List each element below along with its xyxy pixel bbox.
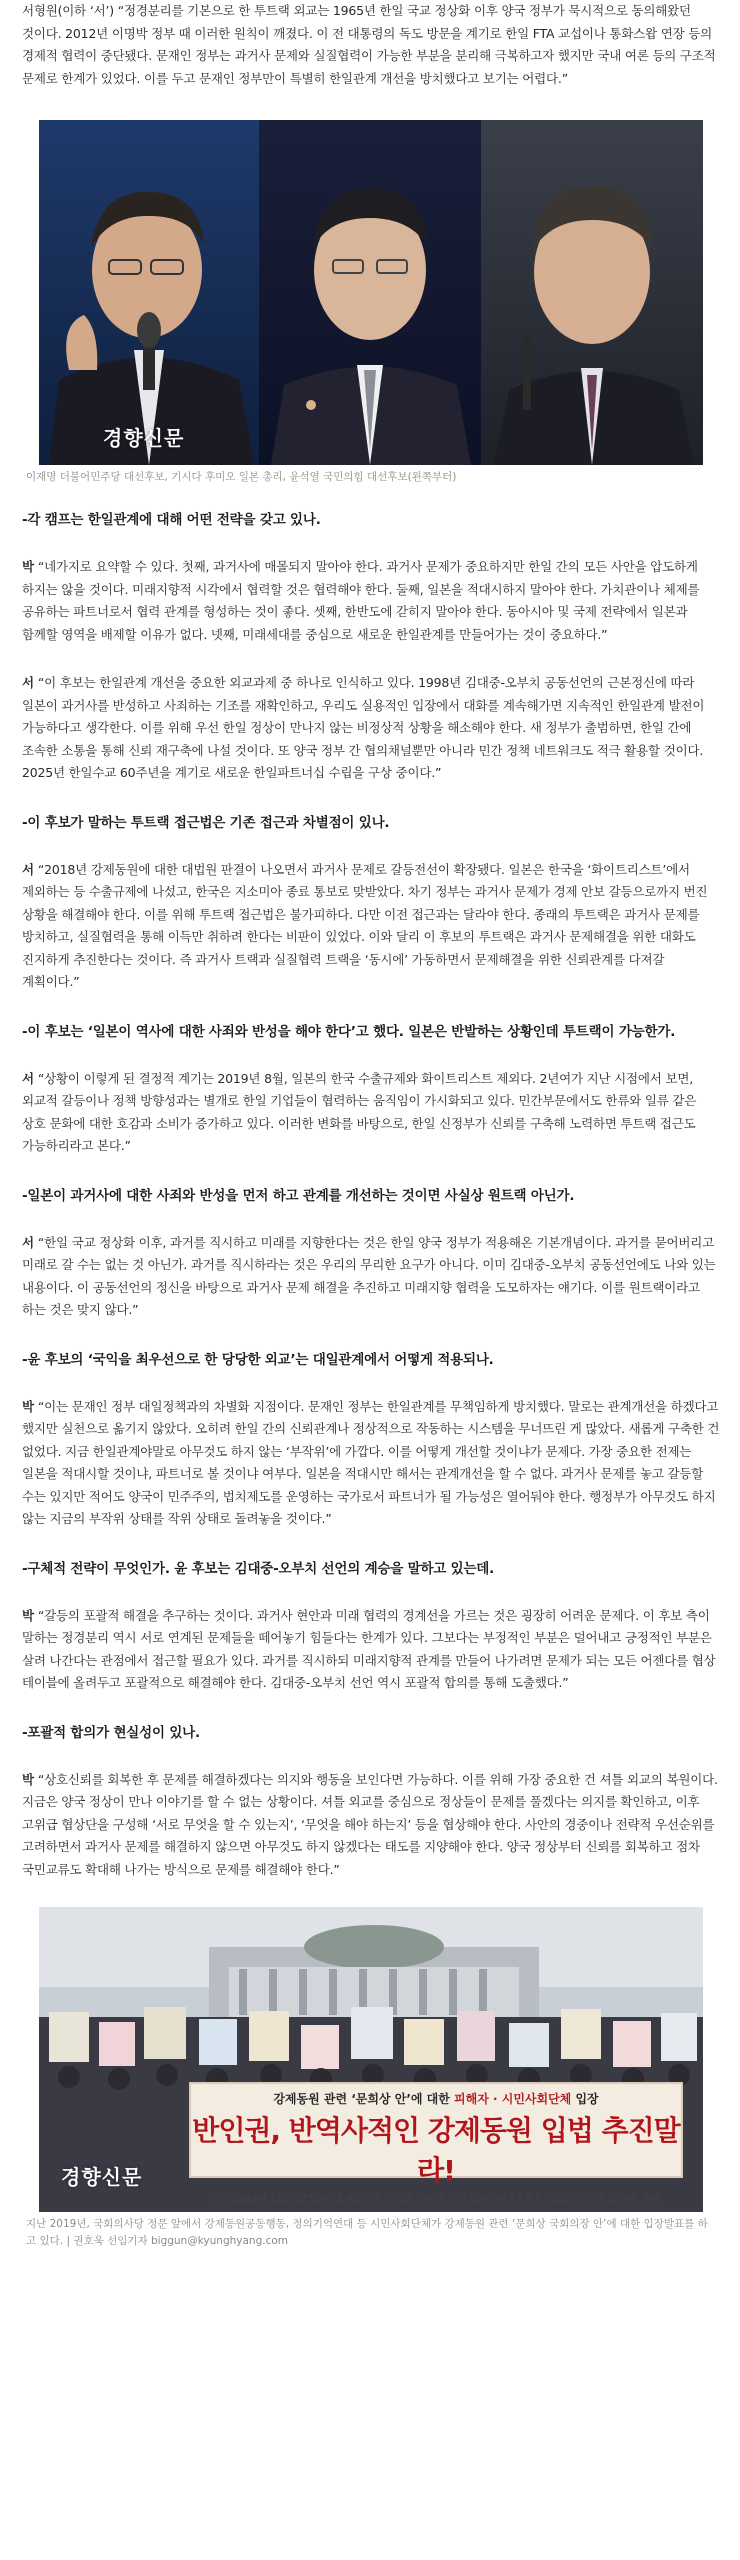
answer-text: “한일 국교 정상화 이후, 과거를 직시하고 미래를 지향한다는 것은 한일 양국 정부가 적용해온 기본개념이다. 과거를 묻어버리고 미래로 갈 수는 없는 것 아닌가. 과거를 직시하라는 것은 우리의 무리한 요구가 아니다. 이미 김대중-오부치 공동선언에도 나와 있는 내용이다. 이 공동선언의 정신을 바탕으로 과거사 문제 해결을 추진하고 미래지향 협력을 도모하자는 얘기다. 이를 원트랙이라고 하는 것은 맞지 않다.” (22, 1234, 716, 1317)
photo-watermark: 경향신문 (61, 2165, 143, 2189)
banner-details: 일시 2019년 11월 27일(수) 오후2시 장소 국회 정문 앞 주최 강제동원공동행동, 정의기억연대 외 공동 주최 (212, 2194, 660, 2205)
question-heading: -각 캠프는 한일관계에 대해 어떤 전략을 갖고 있나. (22, 512, 321, 528)
speaker-label: 박 (22, 1771, 34, 1787)
question-heading: -이 후보는 ‘일본이 역사에 대한 사죄와 반성을 해야 한다’고 했다. 일본은 반발하는 상황인데 투트랙이 가능한가. (22, 1023, 676, 1040)
answer-paragraph (22, 672, 720, 785)
protest-banner (189, 2082, 683, 2205)
answer-paragraph (22, 1605, 720, 1695)
banner-top-suffix: 입장 (571, 2092, 599, 2106)
speaker-label: 박 (22, 559, 34, 574)
answer-paragraph (22, 1396, 720, 1531)
photo-figure-protest (22, 1907, 720, 2250)
candidates-image (39, 120, 703, 465)
answer-text: “상황이 이렇게 된 결정적 계기는 2019년 8월, 일본의 한국 수출규제와 화이트리스트 제외다. 2년여가 지난 시점에서 보면, 외교적 갈등이나 정책 방향성과는 별개로 한일 기업들이 협력하는 움직임이 가시화되고 있다. 민간부문에서도 한류와 일류 같은 상호 문화에 대한 호감과 소비가 증가하고 있다. 이러한 변화를 바탕으로, 한일 신정부가 신뢰를 구축해 노력하면 투트랙 접근도 가능하리라고 본다.” (22, 1070, 697, 1153)
question-heading: -포괄적 합의가 현실성이 있나. (22, 1724, 200, 1741)
speaker-label: 박 (22, 1607, 34, 1623)
banner-top-highlight: 피해자 · 시민사회단체 (454, 2092, 572, 2106)
protest-photo (39, 1907, 703, 2212)
speaker-label: 서 (22, 861, 34, 877)
answer-paragraph (22, 1769, 720, 1882)
answer-paragraph (22, 556, 720, 646)
question-heading: -일본이 과거사에 대한 사죄와 반성을 먼저 하고 관계를 개선하는 것이면 사실상 원트랙 아닌가. (22, 1187, 575, 1204)
speaker-label: 서 (22, 675, 34, 690)
banner-top-prefix: 강제동원 관련 ‘문희상 안’에 대한 (273, 2092, 455, 2106)
answer-text: “이는 문재인 정부 대일정책과의 차별화 지점이다. 문재인 정부는 한일관계를 무책임하게 방치했다. 말로는 관계개선을 하겠다고 했지만 실천으로 옮기지 않았다. 오히려 한일 간의 신뢰관계나 정상적으로 작동하는 시스템을 무너뜨린 게 많았다. 새롭게 구축한 건 없었다. 지금 한일관계야말로 아무것도 하지 않는 ‘부작위’에 가깝다. 이를 어떻게 개선할 것이냐가 문제다. 가장 중요한 전제는 일본을 적대시할 것이냐, 파트너로 볼 것이냐 여부다. 일본을 적대시만 해서는 관계개선을 할 수 없다. 과거사 문제를 놓고 갈등할 수는 있지만 적어도 양국이 민주주의, 법치제도를 운영하는 국가로서 파트너가 될 가능성은 열어둬야 한다. 행정부가 아무것도 하지 않는 지금의 부작위 상태를 작위 상태로 돌려놓을 것이다.” (22, 1398, 720, 1526)
answer-text: “갈등의 포괄적 해결을 추구하는 것이다. 과거사 현안과 미래 협력의 경계선을 가르는 것은 굉장히 어려운 문제다. 이 후보 측이 말하는 정경분리 역시 서로 연계된 문제들을 떼어놓기 힘들다는 한계가 있다. 그보다는 부정적인 부분은 덜어내고 긍정적인 부분은 살려 나간다는 관점에서 접근할 필요가 있다. 과거를 직시하되 미래지향적 관계를 만들어 나가려면 문제가 되는 모든 어젠다를 협상 테이블에 올려두고 포괄적으로 해결해야 한다. 김대중-오부치 선언 역시 포괄적 합의를 통해 도출했다.” (22, 1607, 716, 1690)
banner-top-line (191, 2090, 681, 2107)
answer-text: “상호신뢰를 회복한 후 문제를 해결하겠다는 의지와 행동을 보인다면 가능하다. 이를 위해 가장 중요한 건 셔틀 외교의 복원이다. 지금은 양국 정상이 만나 이야기를 할 수 없는 상황이다. 셔틀 외교를 중심으로 정상들이 문제를 풀겠다는 의지를 확인하고, 이후 고위급 협상단을 구성해 ‘서로 무엇을 할 수 있는지’, ‘무엇을 해야 하는지’ 등을 협상해야 한다. 사안의 경중이나 전략적 우선순위를 고려하면서 과거사 문제를 해결하지 않으면 아무것도 하지 않겠다는 태도를 지양해야 한다. 양국 정상부터 신뢰를 회복하고 점차 국민교류도 확대해 나가는 방식으로 문제를 해결해야 한다.” (22, 1771, 718, 1877)
speaker-label: 서 (22, 1070, 34, 1086)
speaker-label: 박 (22, 1398, 34, 1414)
photo-figure-candidates (22, 120, 720, 486)
candidates-photo (39, 120, 703, 465)
answer-text: “네가지로 요약할 수 있다. 첫째, 과거사에 매몰되지 말아야 한다. 과거사 문제가 중요하지만 한일 간의 모든 사안을 압도하게 하지는 않을 것이다. 미래지향적 시각에서 협력할 것은 협력해야 한다. 둘째, 일본을 적대시하지 말아야 한다. 가치관이나 체제를 공유하는 파트너로서 협력 관계를 형성하는 것이 좋다. 셋째, 한반도에 갇히지 말아야 한다. 동아시아 및 국제 전략에서 일본과 함께할 영역을 배제할 이유가 없다. 넷째, 미래세대를 중심으로 새로운 한일관계를 만들어가는 것이 중요하다.” (22, 559, 700, 642)
answer-text: “2018년 강제동원에 대한 대법원 판결이 나오면서 과거사 문제로 갈등전선이 확장됐다. 일본은 한국을 ‘화이트리스트’에서 제외하는 등 수출규제에 나섰고, 한국은 지소미아 종료 통보로 맞받았다. 차기 정부는 과거사 문제가 경제 안보 갈등으로까지 번진 상황을 해결해야 한다. 이를 위해 투트랙 접근법은 불가피하다. 다만 이전 접근과는 달라야 한다. 종래의 투트랙은 과거사 문제를 방치하고, 실질협력을 통해 이득만 취하려 한다는 비판이 있었다. 이와 달리 이 후보의 투트랙은 과거사 문제해결을 위한 대화도 진지하게 추진한다는 것이다. 즉 과거사 트랙과 실질협력 트랙을 ‘동시에’ 가동하면서 문제해결을 위한 신뢰관계를 다져갈 계획이다.” (22, 861, 708, 989)
banner-headline: 반인권, 반역사적인 강제동원 입법 추진말라! (192, 2114, 680, 2187)
answer-paragraph (22, 859, 720, 994)
question-heading: -구체적 전략이 무엇인가. 윤 후보는 김대중-오부치 선언의 계승을 말하고 있는데. (22, 1560, 495, 1577)
photo-caption: 지난 2019년, 국회의사당 정문 앞에서 강제동원공동행동, 정의기억연대 등 시민사회단체가 강제동원 관련 ‘문희상 국회의장 안’에 대한 입장발표를 하고 있다. | 권호욱 선임기자 biggun@kyunghyang.com (26, 2218, 708, 2247)
answer-text: “이 후보는 한일관계 개선을 중요한 외교과제 중 하나로 인식하고 있다. 1998년 김대중-오부치 공동선언의 근본정신에 따라 일본이 과거사를 반성하고 사죄하는 기조를 재확인하고, 우리도 실용적인 입장에서 대화를 계속해가면 지속적인 한일관계 발전이 가능하다고 생각한다. 이를 위해 우선 한일 정상이 만나지 않는 비정상적 상황을 해소해야 한다. 새 정부가 출범하면, 한일 간에 조속한 소통을 통해 신뢰 재구축에 나설 것이다. 또 양국 정부 간 협의채널뿐만 아니라 민간 정책 네트워크도 적극 활용할 것이다. 2025년 한일수교 60주년을 계기로 새로운 한일파트너십 수립을 구상 중이다.” (22, 675, 705, 780)
question-heading: -윤 후보의 ‘국익을 최우선으로 한 당당한 외교’는 대일관계에서 어떻게 적용되나. (22, 1351, 494, 1368)
answer-paragraph (22, 1068, 720, 1158)
photo-caption: 이재명 더불어민주당 대선후보, 기시다 후미오 일본 총리, 윤석열 국민의힘 대선후보(왼쪽부터) (26, 471, 457, 483)
intro-paragraph: 서형원(이하 ‘서’) “정경분리를 기본으로 한 투트랙 외교는 1965년 한일 국교 정상화 이후 양국 정부가 묵시적으로 동의해왔던 것이다. 2012년 이명박 정부 때 이러한 원칙이 깨졌다. 이 전 대통령의 독도 방문을 계기로 한일 FTA 교섭이나 통화스왑 연장 등의 경제적 협력이 중단됐다. 문재인 정부는 과거사 문제와 실질협력이 가능한 부분을 분리해 극복하고자 했지만 국내 여론 등의 구조적 문제로 한계가 있었다. 이를 두고 문재인 정부만이 특별히 한일관계 개선을 방치했다고 보기는 어렵다.” (22, 3, 716, 86)
answer-paragraph (22, 1232, 720, 1322)
speaker-label: 서 (22, 1234, 34, 1250)
photo-watermark: 경향신문 (103, 426, 185, 450)
interview-qa (22, 508, 720, 1881)
question-heading: -이 후보가 말하는 투트랙 접근법은 기존 접근과 차별점이 있나. (22, 814, 390, 831)
